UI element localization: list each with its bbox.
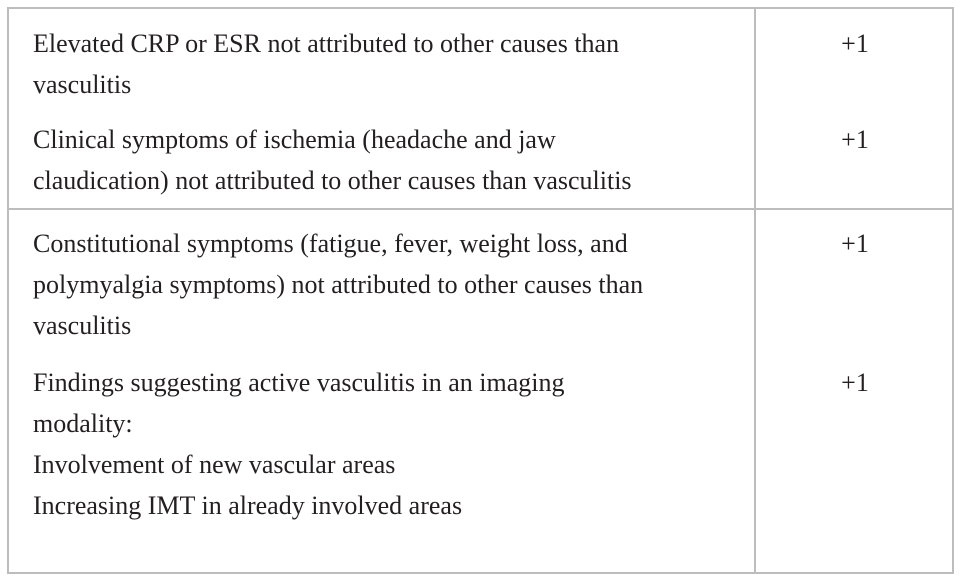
score-value: +1 — [841, 29, 869, 58]
row-group-divider — [9, 208, 952, 210]
score-value: +1 — [841, 125, 869, 154]
column-divider — [754, 9, 756, 572]
score-value: +1 — [841, 229, 869, 258]
criterion-text: Elevated CRP or ESR not attributed to other causes than vasculitis — [33, 29, 620, 99]
criterion-text: Clinical symptoms of ischemia (headache and jaw claudication) not attributed to other causes than vasculitis — [33, 125, 632, 195]
score-value: +1 — [841, 368, 869, 397]
criteria-table — [7, 7, 954, 574]
criterion-text: Constitutional symptoms (fatigue, fever, weight loss, and polymyalgia symptoms) not attributed to other causes than vasculitis — [33, 229, 644, 340]
criterion-text: Findings suggesting active vasculitis in an imaging modality: Involvement of new vascular areas Increasing IMT in already involved areas — [33, 368, 565, 520]
